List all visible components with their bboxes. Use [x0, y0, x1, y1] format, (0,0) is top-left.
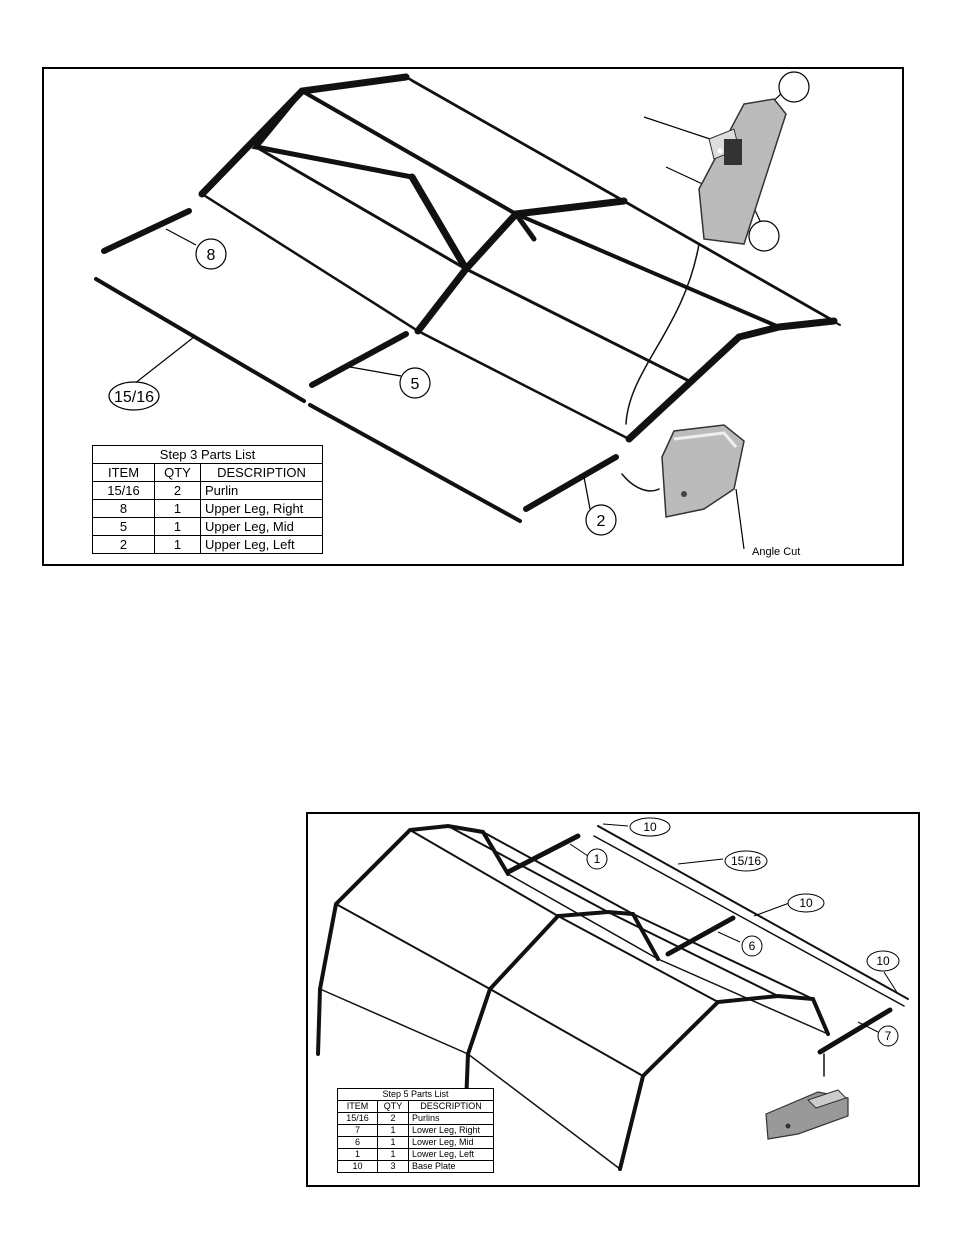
callout-label-6: 6: [748, 939, 756, 953]
callout-label-1: 1: [593, 852, 601, 866]
col-header-item: ITEM: [93, 464, 155, 482]
cell-description: Upper Leg, Left: [201, 536, 323, 554]
callout-circle-blank-bottom: [749, 221, 779, 251]
col-header-qty: QTY: [378, 1101, 409, 1113]
step5-parts-list: [337, 1088, 494, 1173]
cell-description: Purlins: [409, 1113, 494, 1125]
table-row: [338, 1149, 494, 1161]
col-header-qty: QTY: [155, 464, 201, 482]
cell-item: 10: [338, 1161, 378, 1173]
col-header-description: DESCRIPTION: [409, 1101, 494, 1113]
angle-cut-detail: [662, 425, 744, 517]
cell-item: 5: [93, 518, 155, 536]
cell-description: Lower Leg, Left: [409, 1149, 494, 1161]
cell-qty: 1: [155, 500, 201, 518]
cell-qty: 1: [378, 1149, 409, 1161]
upper-leg-left: [526, 457, 616, 509]
cell-item: 15/16: [93, 482, 155, 500]
table-row: [338, 1161, 494, 1173]
table-row: [93, 500, 323, 518]
cell-item: 7: [338, 1125, 378, 1137]
cell-qty: 1: [378, 1125, 409, 1137]
cell-item: 1: [338, 1149, 378, 1161]
step5-diagram-panel: [306, 812, 920, 1187]
cell-description: Purlin: [201, 482, 323, 500]
arch-front: [620, 996, 828, 1169]
cell-qty: 1: [155, 536, 201, 554]
upper-leg-right: [104, 211, 189, 251]
table-row: [93, 536, 323, 554]
step3-parts-list: [92, 445, 323, 554]
cell-description: Lower Leg, Right: [409, 1125, 494, 1137]
table-row: [338, 1137, 494, 1149]
callout-label-1516: 15/16: [730, 854, 762, 868]
cell-item: 8: [93, 500, 155, 518]
callout-circle-blank-top: [779, 72, 809, 102]
rafter-back-brace: [256, 91, 412, 177]
arch-mid: [468, 912, 658, 1054]
purlin-eave-left: [202, 194, 629, 439]
col-header-item: ITEM: [338, 1101, 378, 1113]
cell-qty: 3: [378, 1161, 409, 1173]
cell-item: 6: [338, 1137, 378, 1149]
callout-label-10b: 10: [799, 896, 813, 910]
col-header-description: DESCRIPTION: [201, 464, 323, 482]
table-row: [338, 1113, 494, 1125]
purlin-loose-2: [310, 405, 520, 521]
bracket-detail-top: [699, 99, 786, 244]
cell-description: Lower Leg, Mid: [409, 1137, 494, 1149]
callout-label-8: 8: [206, 247, 216, 264]
cell-qty: 2: [155, 482, 201, 500]
cell-item: 15/16: [338, 1113, 378, 1125]
cell-qty: 2: [378, 1113, 409, 1125]
upper-leg-mid: [312, 334, 406, 385]
cell-description: Base Plate: [409, 1161, 494, 1173]
rafter-front: [629, 321, 834, 439]
cell-description: Upper Leg, Right: [201, 500, 323, 518]
callout-label-7: 7: [884, 1029, 892, 1043]
callout-label-5: 5: [410, 376, 420, 393]
cell-qty: 1: [378, 1137, 409, 1149]
callout-label-10c: 10: [876, 954, 890, 968]
parts-list-title: Step 5 Parts List: [338, 1089, 494, 1101]
lower-leg-left: [508, 836, 578, 872]
table-row: [93, 482, 323, 500]
callout-label-10a: 10: [643, 820, 657, 834]
parts-list-title: Step 3 Parts List: [93, 446, 323, 464]
cell-item: 2: [93, 536, 155, 554]
callout-label-1516: 15/16: [113, 389, 155, 406]
table-row: [338, 1125, 494, 1137]
base-plate-detail: [766, 1090, 848, 1139]
angle-cut-label: Angle Cut: [752, 546, 801, 558]
rafter-mid: [466, 201, 624, 269]
table-row: [93, 518, 323, 536]
flow-arrow-detail: [622, 474, 659, 491]
flow-arrow-curve: [626, 244, 699, 424]
arch-back: [320, 826, 508, 989]
cell-description: Upper Leg, Mid: [201, 518, 323, 536]
callout-label-2: 2: [596, 513, 606, 530]
cell-qty: 1: [155, 518, 201, 536]
step3-diagram-panel: [42, 67, 904, 566]
